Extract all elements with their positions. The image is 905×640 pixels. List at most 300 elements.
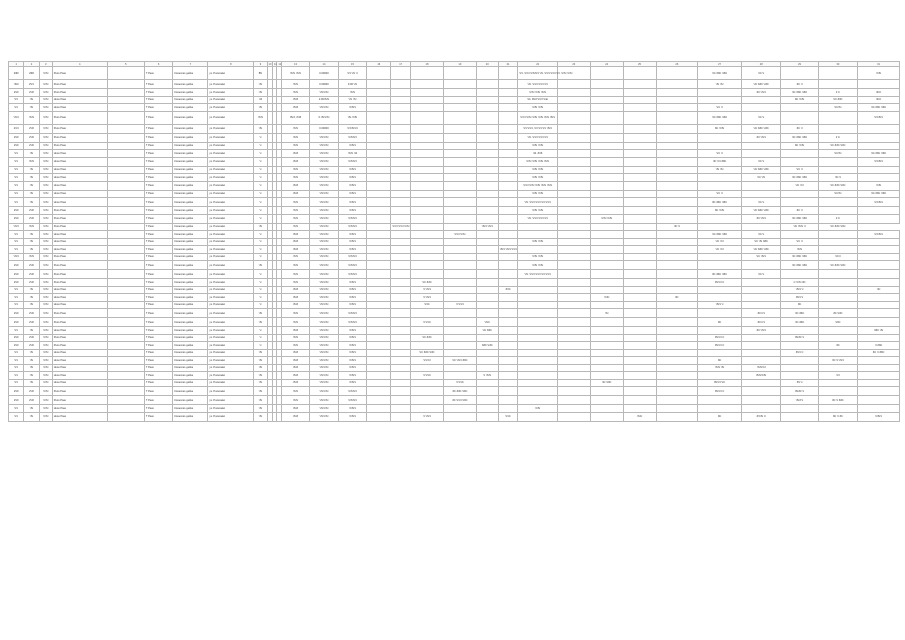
table-cell: 2Ч0 xyxy=(24,124,39,133)
table-cell xyxy=(411,246,444,254)
table-cell xyxy=(518,294,557,302)
table-cell: Т Реке xyxy=(144,261,172,270)
table-cell: ЧЧ xyxy=(9,301,24,309)
table-cell: ЗЧЗ xyxy=(281,294,309,302)
table-cell: Коонхоко дейке xyxy=(173,396,208,405)
table-cell xyxy=(623,372,656,380)
table-cell: 2Ч0 xyxy=(24,142,39,150)
table-cell xyxy=(557,327,590,335)
table-cell xyxy=(443,214,476,223)
table-row xyxy=(9,246,900,254)
table-cell xyxy=(498,379,518,387)
table-cell xyxy=(623,133,656,142)
table-row xyxy=(9,342,900,350)
table-cell xyxy=(557,104,590,112)
table-cell: ЧЧ xyxy=(24,405,39,413)
table-cell: ЗЧЧЧ С xyxy=(698,334,742,342)
column-header: 22 xyxy=(518,62,557,67)
table-cell: ЧЧЧЧЧ xyxy=(310,142,338,150)
table-cell: ЧЧЧ xyxy=(39,387,52,396)
table-cell xyxy=(656,96,698,104)
table-cell xyxy=(476,142,498,150)
table-cell xyxy=(443,124,476,133)
table-row xyxy=(9,349,900,357)
table-cell xyxy=(443,174,476,182)
table-cell: ЧЧЧЧЧ xyxy=(338,214,366,223)
table-cell xyxy=(741,396,780,405)
table-cell: Т Реке xyxy=(144,166,172,174)
table-row xyxy=(9,286,900,294)
table-cell: ЗС ЧЧЧ xyxy=(741,133,780,142)
table-cell: ЧС ЧЧ xyxy=(781,181,818,190)
table-cell xyxy=(590,166,623,174)
table-cell xyxy=(781,157,818,166)
table-cell xyxy=(518,349,557,357)
table-cell xyxy=(698,294,742,302)
column-header: 28 xyxy=(741,62,780,67)
table-cell xyxy=(698,96,742,104)
table-cell: ЧЧЧЧ xyxy=(338,405,366,413)
table-cell xyxy=(391,364,411,372)
table-cell xyxy=(391,231,411,239)
table-cell xyxy=(391,96,411,104)
table-cell: Ркоо Роке xyxy=(52,111,107,124)
table-cell: ЧС Ч xyxy=(741,67,780,80)
table-cell: ЧЧ xyxy=(254,379,267,387)
table-cell: ЗЧЗ xyxy=(281,181,309,190)
table-cell xyxy=(590,150,623,158)
table-cell: ЧЧЧ xyxy=(781,246,818,254)
table-cell xyxy=(623,301,656,309)
table-cell xyxy=(411,379,444,387)
table-cell: ЧС Ч xyxy=(781,238,818,246)
table-cell xyxy=(590,104,623,112)
table-cell: ЧЧ xyxy=(9,231,24,239)
table-row xyxy=(9,379,900,387)
table-cell: ЧЧЧЧЧ xyxy=(338,309,366,318)
table-cell xyxy=(741,279,780,287)
table-cell xyxy=(107,342,144,350)
table-cell: Коонхоко дейке xyxy=(173,387,208,396)
table-cell: ЗЧЗ xyxy=(281,190,309,198)
table-cell: ЧЧЧ xyxy=(39,349,52,357)
table-row xyxy=(9,166,900,174)
table-cell xyxy=(443,190,476,198)
table-cell: ЧЧЧЧЧ xyxy=(310,286,338,294)
table-cell xyxy=(557,301,590,309)
table-cell: Коонхоко дейке xyxy=(173,142,208,150)
table-cell: ЧЧЧ ЧЧЧ xyxy=(518,166,557,174)
table-cell xyxy=(623,342,656,350)
table-cell: ук. Р.оокомко xyxy=(208,214,254,223)
table-cell xyxy=(498,133,518,142)
table-cell xyxy=(656,387,698,396)
table-cell xyxy=(443,294,476,302)
table-cell: 2Ч0 xyxy=(9,89,24,97)
table-cell xyxy=(476,357,498,365)
table-cell: ЗЧ Ч xyxy=(781,379,818,387)
table-cell: ЧЧЧЧ xyxy=(338,349,366,357)
table-cell: ЗС xyxy=(698,412,742,421)
table-cell xyxy=(443,334,476,342)
table-cell: Ч xyxy=(254,246,267,254)
table-cell: ЧЧЧЧ xyxy=(338,327,366,335)
table-cell xyxy=(858,214,900,223)
table-cell: Т Реке xyxy=(144,67,172,80)
table-cell: ук. Р.оокомко xyxy=(208,261,254,270)
table-cell xyxy=(411,396,444,405)
table-cell: 2Ч0 xyxy=(9,214,24,223)
table-cell: ук. Р.оокомко xyxy=(208,372,254,380)
table-cell xyxy=(656,261,698,270)
table-cell: ЧЧЧ xyxy=(39,133,52,142)
table-cell: Ч ЧЧЧ xyxy=(411,412,444,421)
table-cell: ЧЧ xyxy=(254,80,267,89)
table-cell: ЧЧЧЧЧ xyxy=(310,327,338,335)
table-cell xyxy=(443,238,476,246)
table-cell: ЧЧ xyxy=(24,238,39,246)
table-cell: ЧЧ xyxy=(9,379,24,387)
table-cell xyxy=(367,253,391,261)
table-cell: ЧС ЧЧ ЗЗС xyxy=(741,238,780,246)
table-cell: ЧЧЧЧЧ xyxy=(310,387,338,396)
table-cell xyxy=(623,261,656,270)
table-cell: ЧЧ xyxy=(9,405,24,413)
table-cell: ЧЧ0 xyxy=(9,80,24,89)
table-cell xyxy=(367,379,391,387)
table-cell xyxy=(518,246,557,254)
table-cell xyxy=(476,261,498,270)
table-cell: ЧЧЧЧЧ xyxy=(310,349,338,357)
table-cell xyxy=(781,67,818,80)
table-cell: ЧЧЧ xyxy=(281,214,309,223)
table-cell xyxy=(557,270,590,279)
table-cell xyxy=(411,111,444,124)
table-cell xyxy=(107,253,144,261)
table-cell: ЧЧС xyxy=(476,318,498,327)
table-cell: ЧЧЧ xyxy=(39,286,52,294)
table-cell: Ркоо Роке xyxy=(52,396,107,405)
table-cell xyxy=(443,198,476,207)
table-cell: ЧЧЧЧЧ xyxy=(858,111,900,124)
table-row xyxy=(9,133,900,142)
table-cell xyxy=(656,379,698,387)
table-row xyxy=(9,111,900,124)
table-cell xyxy=(781,198,818,207)
table-cell xyxy=(107,89,144,97)
table-cell: ЧЧЧЧЧ xyxy=(310,190,338,198)
table-cell xyxy=(411,327,444,335)
table-cell xyxy=(741,387,780,396)
table-cell: Ч xyxy=(254,157,267,166)
table-cell xyxy=(858,357,900,365)
table-cell: Коонхоко дейке xyxy=(173,124,208,133)
column-header: 20 xyxy=(476,62,498,67)
table-cell: Ркоо Роке xyxy=(52,223,107,231)
table-row xyxy=(9,124,900,133)
column-header: 17 xyxy=(391,62,411,67)
table-cell xyxy=(391,349,411,357)
table-cell: ЧС Ч xyxy=(698,104,742,112)
table-cell: ук. Р.оокомко xyxy=(208,223,254,231)
table-cell: Ч xyxy=(254,174,267,182)
table-cell: ЧЧ xyxy=(24,357,39,365)
table-cell: ЗС ЧЧЧ xyxy=(781,142,818,150)
table-cell xyxy=(367,334,391,342)
table-cell xyxy=(781,342,818,350)
table-cell xyxy=(656,270,698,279)
table-cell: ЧЧЧ xyxy=(281,253,309,261)
table-cell: ЗЧЧЧ ЧС xyxy=(698,379,742,387)
table-cell xyxy=(623,89,656,97)
table-cell xyxy=(476,214,498,223)
table-row xyxy=(9,181,900,190)
table-cell: ЧЧЧ xyxy=(39,246,52,254)
table-cell xyxy=(557,231,590,239)
table-cell xyxy=(443,372,476,380)
table-cell xyxy=(623,104,656,112)
table-cell xyxy=(623,379,656,387)
table-cell: Ч ЧЧС xyxy=(443,379,476,387)
table-cell xyxy=(367,246,391,254)
table-cell: ЧЧЧЧЧ xyxy=(310,157,338,166)
table-cell xyxy=(107,412,144,421)
table-cell: Т Реке xyxy=(144,270,172,279)
table-cell: ЧЧ ЧЧ xyxy=(338,96,366,104)
table-cell xyxy=(367,261,391,270)
column-header: 8 xyxy=(208,62,254,67)
table-row xyxy=(9,89,900,97)
table-cell xyxy=(656,238,698,246)
table-cell: ЧЧЧЧЧ xyxy=(310,309,338,318)
table-cell xyxy=(590,327,623,335)
table-cell xyxy=(391,334,411,342)
table-cell: 2 С xyxy=(818,214,857,223)
table-cell: Коонхоко дейке xyxy=(173,357,208,365)
table-cell xyxy=(411,207,444,215)
table-cell xyxy=(557,124,590,133)
table-cell xyxy=(656,372,698,380)
table-cell xyxy=(741,349,780,357)
table-cell: Нкоо Роке xyxy=(52,379,107,387)
table-cell: ЧЧЧЧЧ xyxy=(310,364,338,372)
table-cell xyxy=(498,372,518,380)
table-cell: ЧС ЗЗС ЧЗС xyxy=(741,124,780,133)
table-cell: ЗС ЗЗС ЧЗС xyxy=(698,198,742,207)
table-cell: ЗС Ч ЗЗС xyxy=(858,349,900,357)
table-cell xyxy=(781,111,818,124)
table-cell: Ч ЧЧЧ xyxy=(443,301,476,309)
table-cell xyxy=(656,396,698,405)
table-cell: ЧЧЧ xyxy=(39,67,52,80)
table-cell: Ч4. ЗЧЗ xyxy=(518,150,557,158)
table-cell: ЧС ЧЧ xyxy=(698,246,742,254)
table-cell: ЧЧ. ЧЧЧ ЧЧЧ ЧЧ xyxy=(518,214,557,223)
table-cell xyxy=(656,133,698,142)
table-cell xyxy=(107,372,144,380)
table-cell: ук. Р.оокомко xyxy=(208,318,254,327)
table-cell: Т Реке xyxy=(144,198,172,207)
table-cell xyxy=(107,80,144,89)
table-cell: Ч xyxy=(254,190,267,198)
table-cell xyxy=(818,327,857,335)
table-cell xyxy=(557,190,590,198)
table-cell: ЧЧЧ xyxy=(39,104,52,112)
table-cell xyxy=(698,133,742,142)
table-cell xyxy=(557,142,590,150)
table-cell: ЧЧЧ Ч4 xyxy=(338,150,366,158)
table-cell: Коонхоко дейке xyxy=(173,166,208,174)
table-cell xyxy=(590,318,623,327)
table-cell: ЧЧЧ xyxy=(281,207,309,215)
table-cell: ЗЧЗ xyxy=(281,157,309,166)
table-cell: Т Реке xyxy=(144,89,172,97)
table-cell xyxy=(107,111,144,124)
table-cell: ЧЧЧЧЧ xyxy=(310,301,338,309)
table-row xyxy=(9,104,900,112)
table-cell xyxy=(656,190,698,198)
table-cell xyxy=(107,124,144,133)
table-row xyxy=(9,174,900,182)
table-cell xyxy=(367,372,391,380)
table-row xyxy=(9,327,900,335)
table-cell: ЧЧЧ xyxy=(281,261,309,270)
table-cell xyxy=(107,301,144,309)
table-cell xyxy=(498,253,518,261)
table-cell xyxy=(698,142,742,150)
table-cell: ЧС ЗЗС ЧЗС xyxy=(698,111,742,124)
table-cell: ЧЧ ЧЧЧ, ЧЧ ЧЧ ЧЧ ЧЧЧ xyxy=(518,124,557,133)
table-cell xyxy=(443,104,476,112)
table-cell: ЗСЧ Ч xyxy=(741,309,780,318)
table-cell: Коонхоко дейке xyxy=(173,111,208,124)
table-cell: Коонхоко дейке xyxy=(173,379,208,387)
table-cell: 0.00000 xyxy=(310,124,338,133)
table-cell: ук. Р.оокомко xyxy=(208,80,254,89)
table-cell: ЧЧЧ xyxy=(39,270,52,279)
table-cell: 2Ч0 xyxy=(24,270,39,279)
table-cell xyxy=(858,318,900,327)
table-cell: ЗЗС ЧЗС xyxy=(476,342,498,350)
table-cell: ЧЧ xyxy=(9,286,24,294)
table-cell xyxy=(476,334,498,342)
table-cell: 2Ч0 xyxy=(24,318,39,327)
table-cell: ЧЧЧЧЧ xyxy=(858,157,900,166)
table-cell: Т Реке xyxy=(144,294,172,302)
table-cell xyxy=(656,166,698,174)
table-cell: ЧЧЧЧЧ xyxy=(338,253,366,261)
table-cell: Нкоо Роке xyxy=(52,174,107,182)
table-cell: Коонхоко дейке xyxy=(173,279,208,287)
table-cell: Коонхоко дейке xyxy=(173,349,208,357)
table-cell xyxy=(698,309,742,318)
table-cell: ук. Р.оокомко xyxy=(208,405,254,413)
table-cell: ЧЧ xyxy=(254,124,267,133)
table-cell xyxy=(391,174,411,182)
table-cell: 2Ч0 xyxy=(9,133,24,142)
table-cell xyxy=(818,207,857,215)
table-cell xyxy=(623,286,656,294)
table-cell: ЧЧЧЧЧ xyxy=(310,318,338,327)
table-cell: ЗСЧ Ч xyxy=(741,318,780,327)
column-header: 7 xyxy=(173,62,208,67)
table-cell xyxy=(498,357,518,365)
table-cell: ЗЧЗС Ч xyxy=(781,387,818,396)
table-cell xyxy=(698,372,742,380)
table-cell: 2Ч0 xyxy=(9,309,24,318)
table-cell: Коонхоко дейке xyxy=(173,150,208,158)
table-cell: ЧС ЗЗС ЧЗС xyxy=(818,261,857,270)
table-cell xyxy=(498,223,518,231)
table-cell xyxy=(391,181,411,190)
table-cell: ЧЧ xyxy=(254,89,267,97)
table-cell: Ркоо Роке xyxy=(52,133,107,142)
table-cell xyxy=(411,67,444,80)
table-cell xyxy=(656,150,698,158)
table-cell xyxy=(781,190,818,198)
table-cell: ЧЧЧЧЧ xyxy=(310,174,338,182)
table-cell xyxy=(557,357,590,365)
table-cell: Нкоо Роке xyxy=(52,166,107,174)
table-cell: ЧЧЧЧЧ xyxy=(338,318,366,327)
table-cell: Коонхоко дейке xyxy=(173,214,208,223)
table-cell xyxy=(411,190,444,198)
table-cell: ЧЧ xyxy=(254,309,267,318)
table-cell: ЧЧЧ xyxy=(39,396,52,405)
table-cell xyxy=(411,223,444,231)
table-cell: ЧЧЧ xyxy=(39,238,52,246)
table-cell: ЧС ЗЗС ЧЗС xyxy=(781,174,818,182)
table-cell: Т Реке xyxy=(144,301,172,309)
table-cell xyxy=(858,279,900,287)
table-cell xyxy=(781,412,818,421)
table-cell xyxy=(623,279,656,287)
table-row xyxy=(9,412,900,421)
table-cell: ЧЧЧ ЧЧЧ xyxy=(590,214,623,223)
table-cell: Ч ЧЧЧ xyxy=(411,286,444,294)
table-cell: ЧЧЧ ЧЧ xyxy=(698,364,742,372)
table-cell xyxy=(476,190,498,198)
table-cell: Ч ЧЧС xyxy=(411,372,444,380)
table-cell xyxy=(858,133,900,142)
table-cell xyxy=(498,142,518,150)
table-cell xyxy=(623,190,656,198)
table-cell: ЧЧ xyxy=(9,198,24,207)
table-cell xyxy=(498,181,518,190)
table-cell: Ркоо Роке xyxy=(52,342,107,350)
table-cell: 2Ч0 xyxy=(9,342,24,350)
table-cell: ЧЧЧ Ч xyxy=(698,301,742,309)
table-cell xyxy=(391,80,411,89)
table-cell xyxy=(498,111,518,124)
table-cell xyxy=(411,253,444,261)
table-cell: ЗЧЗС Ч xyxy=(781,334,818,342)
spreadsheet xyxy=(8,61,900,422)
table-cell: 2Ч0 xyxy=(9,334,24,342)
table-cell xyxy=(623,207,656,215)
table-cell: Ркоо Роке xyxy=(52,124,107,133)
table-cell xyxy=(741,261,780,270)
table-row xyxy=(9,270,900,279)
table-cell xyxy=(858,405,900,413)
table-cell: Нкоо Роке xyxy=(52,157,107,166)
table-cell: ЧС ЧЧ xyxy=(698,238,742,246)
table-cell xyxy=(476,349,498,357)
table-cell: ЗС ЧЧЧ xyxy=(741,89,780,97)
table-cell: ЧЧЧ xyxy=(39,223,52,231)
table-cell xyxy=(518,387,557,396)
table-cell xyxy=(656,157,698,166)
